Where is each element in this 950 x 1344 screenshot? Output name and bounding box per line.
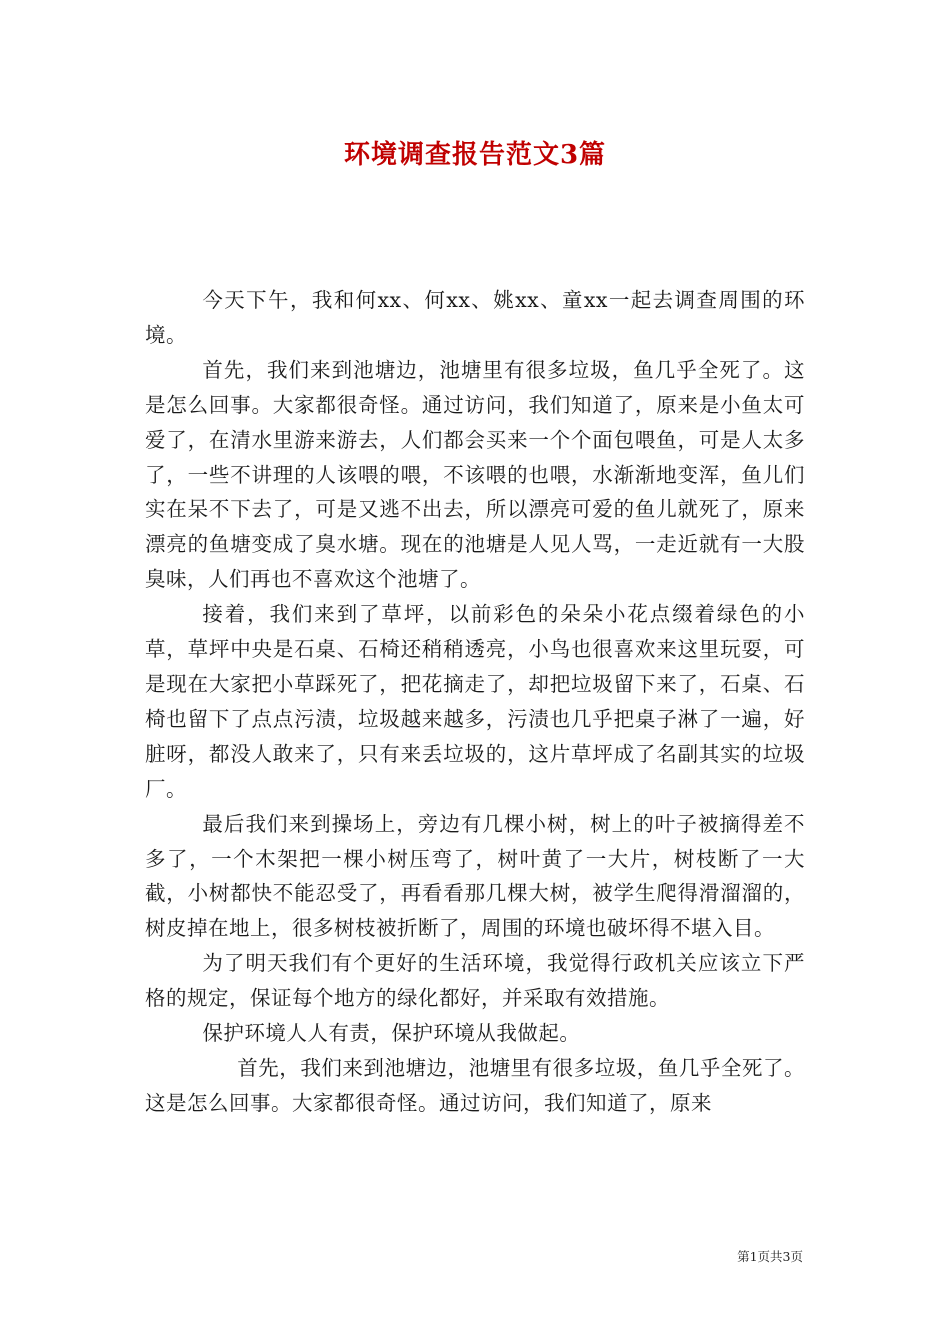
paragraph-suggestion: 为了明天我们有个更好的生活环境，我觉得行政机关应该立下严格的规定，保证每个地方的绿化都好，并采取有效措施。 [145, 951, 805, 1011]
paragraph-slogan: 保护环境人人有责，保护环境从我做起。 [202, 1021, 581, 1046]
paragraph-pond-repeat: 首先，我们来到池塘边，池塘里有很多垃圾，鱼几乎全死了。这是怎么回事。大家都很奇怪。通过访问，我们知道了，原来 [145, 1055, 805, 1115]
document-title: 环境调查报告范文3篇 [343, 140, 607, 170]
paragraph-intro: 今天下午，我和何xx、何xx、姚xx、童xx一起去调查周围的环境。 [145, 288, 805, 347]
paragraph-pond: 首先，我们来到池塘边，池塘里有很多垃圾，鱼几乎全死了。这是怎么回事。大家都很奇怪。通过访问，我们知道了，原来是小鱼太可爱了，在清水里游来游去，人们都会买来一个个面包喂鱼，可是人太多了，一些不讲理的人该喂的喂，不该喂的也喂，水渐渐地变浑，鱼儿们实在呆不下去了，可是又逃不出去，所以漂亮可爱的鱼儿就死了，原来漂亮的鱼塘变成了臭水塘。现在的池塘是人见人骂，一走近就有一大股臭味，人们再也不喜欢这个池塘了。 [145, 357, 805, 592]
document-body [145, 283, 805, 1121]
page-number: 第1页共3页 [737, 1249, 803, 1264]
paragraph-lawn: 接着，我们来到了草坪，以前彩色的朵朵小花点缀着绿色的小草，草坪中央是石桌、石椅还稍稍透亮，小鸟也很喜欢来这里玩耍，可是现在大家把小草踩死了，把花摘走了，却把垃圾留下来了，石桌、石椅也留下了点点污渍，垃圾越来越多，污渍也几乎把桌子淋了一遍，好脏呀，都没人敢来了，只有来丢垃圾的，这片草坪成了名副其实的垃圾厂。 [145, 602, 805, 801]
paragraph-playground: 最后我们来到操场上，旁边有几棵小树，树上的叶子被摘得差不多了，一个木架把一棵小树压弯了，树叶黄了一大片，树枝断了一大截，小树都快不能忍受了，再看看那几棵大树，被学生爬得滑溜溜的，树皮掉在地上，很多树枝被折断了，周围的环境也破坏得不堪入目。 [145, 811, 805, 941]
